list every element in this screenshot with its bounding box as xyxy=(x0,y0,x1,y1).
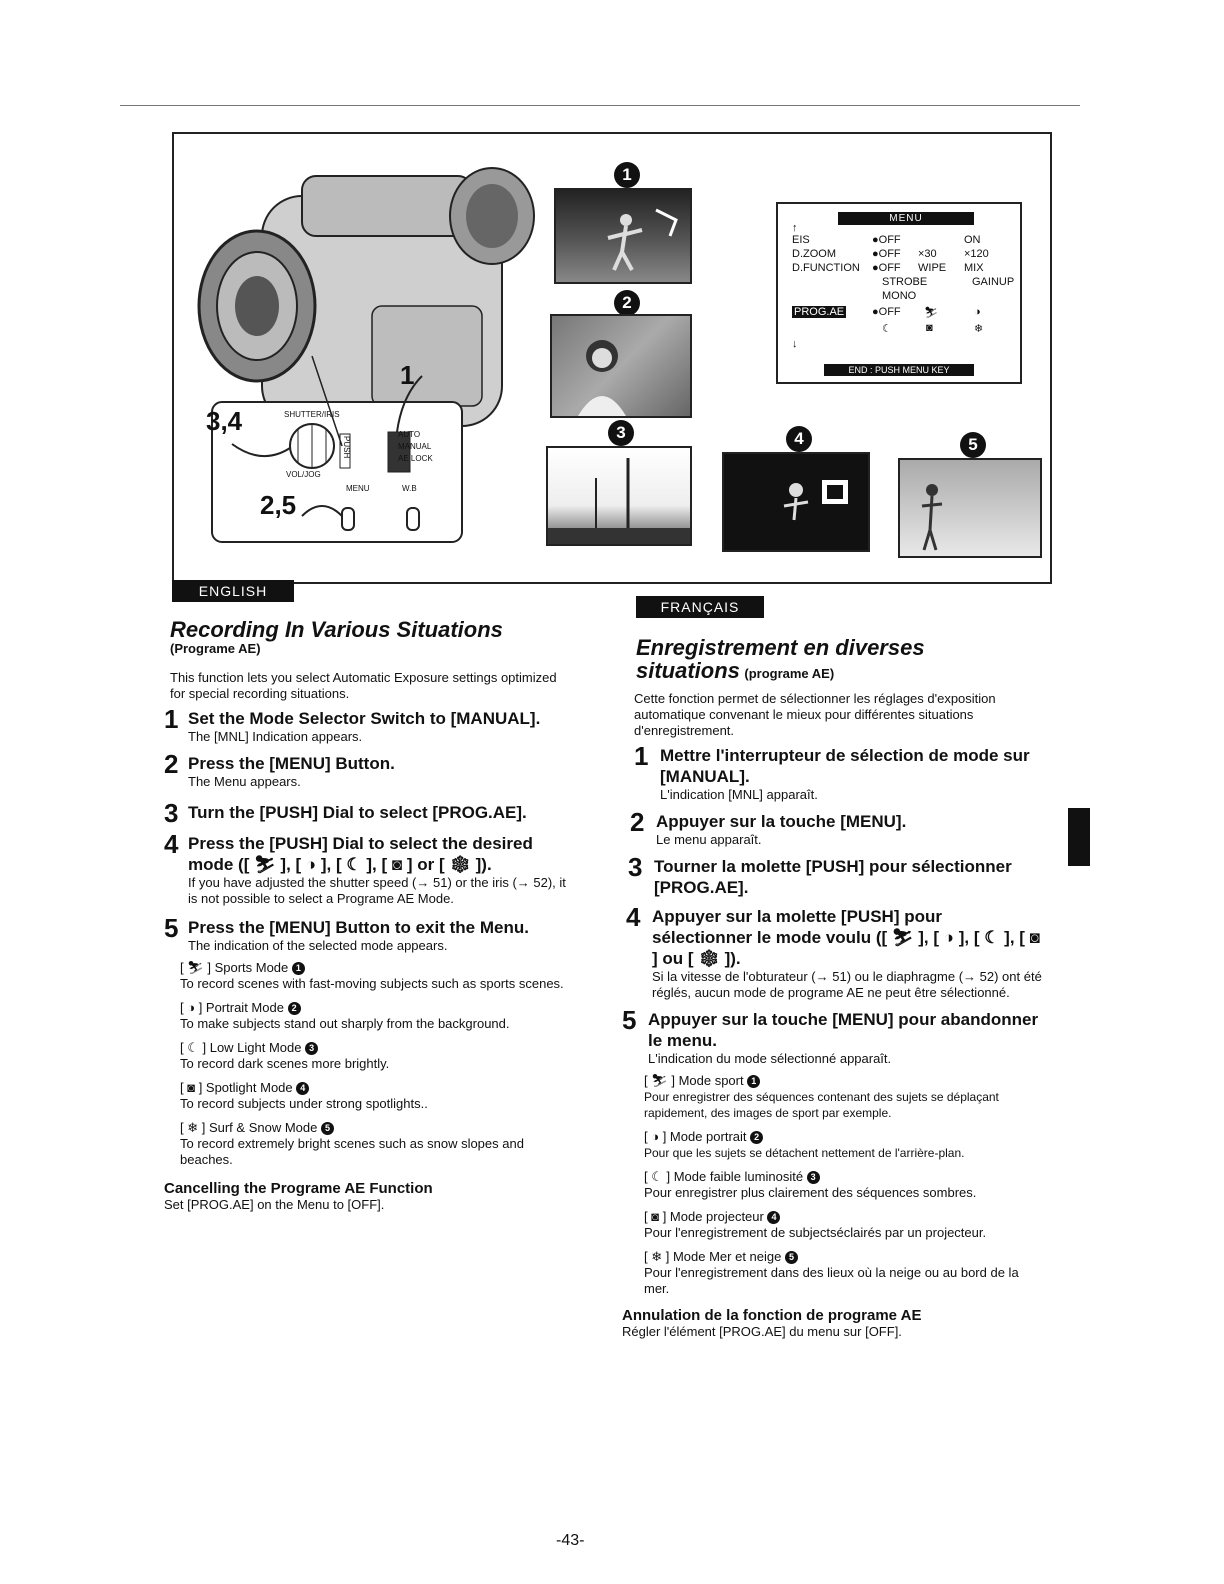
french-modes xyxy=(644,1073,1042,1297)
french-step xyxy=(622,902,1042,1001)
english-step xyxy=(164,798,574,829)
mode-desc: To record subjects under strong spotlights.. xyxy=(180,1096,428,1112)
menu-row-value: GAINUP xyxy=(972,276,1015,288)
step-desc: L'indication du mode sélectionné apparaît. xyxy=(648,1051,892,1067)
mode-badge: 2 xyxy=(288,1002,301,1015)
step-title: Turn the [PUSH] Dial to select [PROG.AE]. xyxy=(188,803,527,823)
low-light-mode-icon: ☾ xyxy=(882,323,892,335)
badge-1: 1 xyxy=(614,162,640,188)
step-title: Appuyer sur la touche [MENU] pour abandonner le menu. xyxy=(648,1010,1039,1051)
mode-desc: Pour l'enregistrement de subjectséclairés par un projecteur. xyxy=(644,1225,987,1241)
photo-spotlight-mode xyxy=(722,452,870,552)
mode-item xyxy=(644,1209,1042,1241)
english-cancel-desc: Set [PROG.AE] on the Menu to [OFF]. xyxy=(164,1197,385,1213)
menu-row-value: ●OFF xyxy=(872,262,901,274)
menu-row-prog-ae xyxy=(792,306,1022,320)
mode-item xyxy=(180,1000,574,1032)
label-wb: W.B xyxy=(402,484,417,493)
menu-arrow-down: ↓ xyxy=(792,338,798,350)
menu-row-value: ON xyxy=(964,234,981,246)
menu-row xyxy=(792,234,1022,248)
menu-screen-title: MENU xyxy=(838,212,974,225)
english-cancel-title: Cancelling the Programe AE Function xyxy=(164,1180,433,1198)
mode-badge: 5 xyxy=(785,1251,798,1264)
mode-desc: Pour enregistrer plus clairement des séquences sombres. xyxy=(644,1185,977,1201)
sports-mode-icon: ⛷ xyxy=(924,307,938,319)
menu-row-value: ●OFF xyxy=(872,248,901,260)
photo-sports-mode xyxy=(554,188,692,284)
menu-row-value: MIX xyxy=(964,262,984,274)
mode-name: [ ◙ ] Mode projecteur xyxy=(644,1209,764,1225)
step-title: Press the [MENU] Button to exit the Menu. xyxy=(188,918,529,938)
mode-item xyxy=(180,1040,574,1072)
mode-name: [ ⛷ ] Mode sport xyxy=(644,1073,744,1089)
english-tag: ENGLISH xyxy=(172,580,294,602)
mode-desc: Pour que les sujets se détachent nettement de l'arrière-plan. xyxy=(644,1146,965,1161)
french-title-line2-wrap xyxy=(636,659,1042,683)
french-title-line2: situations xyxy=(636,658,740,684)
badge-3: 3 xyxy=(608,420,634,446)
english-step xyxy=(164,913,574,954)
english-modes xyxy=(180,960,574,1168)
camcorder-illustration xyxy=(192,156,552,546)
mode-desc: Pour enregistrer des séquences contenant des sujets se déplaçant rapidement, des images de sport par exemple. xyxy=(644,1090,999,1121)
menu-arrow-up: ↑ xyxy=(792,222,798,234)
badge-4: 4 xyxy=(786,426,812,452)
french-title-line1: Enregistrement en diverses xyxy=(636,635,925,660)
step-desc: The Menu appears. xyxy=(188,774,301,790)
illustration-panel xyxy=(172,132,1052,584)
french-step xyxy=(622,741,1042,803)
mode-name: [ ☾ ] Mode faible luminosité xyxy=(644,1169,804,1185)
step-desc: The indication of the selected mode appears. xyxy=(188,938,448,954)
menu-screen xyxy=(776,202,1022,384)
step-title: Press the [PUSH] Dial to select the desired mode ([ ⛷ ], [ ◑ ], [ ☾ ], [ ◙ ] or [ ❄ ]). xyxy=(188,834,533,875)
english-step xyxy=(164,829,574,907)
french-column xyxy=(622,636,1042,1340)
mode-badge: 3 xyxy=(305,1042,318,1055)
callout-3-4: 3,4 xyxy=(206,406,243,436)
step-title: Appuyer sur la touche [MENU]. xyxy=(656,812,907,832)
menu-row-value: STROBE xyxy=(882,276,928,288)
step-number: 2 xyxy=(164,749,179,780)
mode-desc: To record extremely bright scenes such as snow slopes and beaches. xyxy=(180,1136,524,1168)
english-intro: This function lets you select Automatic Exposure settings optimized for special recording situations. xyxy=(170,670,557,702)
step-desc: L'indication [MNL] apparaît. xyxy=(660,787,818,803)
mode-name: [ ❄ ] Surf & Snow Mode xyxy=(180,1120,318,1136)
menu-row-value: ×30 xyxy=(918,248,937,260)
step-number: 2 xyxy=(630,807,645,838)
menu-row-label-highlight: PROG.AE xyxy=(794,306,845,318)
mode-name: [ ◑ ] Portrait Mode xyxy=(180,1000,284,1016)
french-step xyxy=(622,807,1042,848)
mode-name: [ ☾ ] Low Light Mode xyxy=(180,1040,302,1056)
label-ae-lock: AE LOCK xyxy=(398,454,433,463)
photo-surf-snow-mode xyxy=(898,458,1042,558)
step-desc: The [MNL] Indication appears. xyxy=(188,729,363,745)
menu-row-label: D.FUNCTION xyxy=(792,262,860,274)
mode-name: [ ◑ ] Mode portrait xyxy=(644,1129,747,1145)
photo-portrait-mode xyxy=(550,314,692,418)
spotlight-mode-icon: ◙ xyxy=(926,322,933,334)
step-number: 1 xyxy=(164,704,179,735)
step-title: Tourner la molette [PUSH] pour sélectionner [PROG.AE]. xyxy=(654,857,1012,898)
step-number: 5 xyxy=(622,1005,637,1036)
step-number: 4 xyxy=(626,902,641,933)
label-push: PUSH xyxy=(342,436,351,459)
step-desc: Si la vitesse de l'obturateur (→ 51) ou le diaphragme (→ 52) ont été réglés, aucun mode de programe AE ne peut être sélectionné. xyxy=(652,969,1042,1001)
french-step xyxy=(622,1005,1042,1067)
badge-2: 2 xyxy=(614,290,640,316)
photo-low-light-mode xyxy=(546,446,692,546)
mode-item xyxy=(180,960,574,992)
step-number: 4 xyxy=(164,829,179,860)
mode-badge: 1 xyxy=(292,962,305,975)
mode-desc: To make subjects stand out sharply from the background. xyxy=(180,1016,510,1032)
menu-row-label: D.ZOOM xyxy=(792,248,836,260)
mode-desc: To record scenes with fast-moving subjects such as sports scenes. xyxy=(180,976,564,992)
menu-row xyxy=(792,262,1022,276)
french-intro: Cette fonction permet de sélectionner les réglages d'exposition automatique convenant le mieux pour différentes situations d'enregistrement. xyxy=(634,691,996,739)
menu-row-icons xyxy=(792,322,1022,336)
menu-row-value: WIPE xyxy=(918,262,947,274)
label-auto: AUTO xyxy=(398,430,421,439)
mode-item xyxy=(644,1249,1042,1297)
mode-name: [ ❄ ] Mode Mer et neige xyxy=(644,1249,782,1265)
menu-row-value: MONO xyxy=(882,290,917,302)
mode-badge: 5 xyxy=(321,1122,334,1135)
french-cancel-desc: Régler l'élément [PROG.AE] du menu sur [OFF]. xyxy=(622,1324,902,1340)
step-title: Mettre l'interrupteur de sélection de mode sur [MANUAL]. xyxy=(660,746,1030,787)
mode-name: [ ⛷ ] Sports Mode xyxy=(180,960,289,976)
english-step xyxy=(164,749,574,790)
page-number: -43- xyxy=(556,1532,585,1549)
top-rule xyxy=(120,105,1080,106)
english-subtitle: (Programe AE) xyxy=(170,641,261,657)
menu-row xyxy=(792,290,1022,304)
callout-1: 1 xyxy=(400,360,415,390)
french-tag: FRANÇAIS xyxy=(636,596,764,618)
english-title: Recording In Various Situations xyxy=(170,617,503,642)
mode-badge: 4 xyxy=(296,1082,309,1095)
label-vol-jog: VOL/JOG xyxy=(286,470,321,479)
label-menu: MENU xyxy=(346,484,370,493)
portrait-mode-icon: ◑ xyxy=(974,306,981,318)
mode-badge: 1 xyxy=(747,1075,760,1088)
mode-item xyxy=(644,1129,1042,1161)
french-step xyxy=(622,852,1042,898)
label-shutter-iris: SHUTTER/IRIS xyxy=(284,410,340,419)
menu-end-label: END : PUSH MENU KEY xyxy=(824,364,974,376)
menu-row xyxy=(792,248,1022,262)
surf-snow-mode-icon: ❄ xyxy=(974,323,984,335)
mode-item xyxy=(644,1169,1042,1201)
step-number: 3 xyxy=(164,798,179,829)
english-column xyxy=(164,618,574,1213)
mode-desc: Pour l'enregistrement dans des lieux où la neige ou au bord de la mer. xyxy=(644,1265,1019,1297)
step-number: 1 xyxy=(634,741,649,772)
step-desc: If you have adjusted the shutter speed (→ 51) or the iris (→ 52), it is not possible to select a Programe AE Mode. xyxy=(188,875,566,907)
step-desc: Le menu apparaît. xyxy=(656,832,762,848)
step-title: Appuyer sur la molette [PUSH] pour sélectionner le mode voulu ([ ⛷ ], [ ◑ ], [ ☾ ], [ ◙ ] ou [ ❄ ]). xyxy=(652,907,1040,969)
badge-5: 5 xyxy=(960,432,986,458)
mode-item xyxy=(644,1073,1042,1121)
step-number: 5 xyxy=(164,913,179,944)
callout-2-5: 2,5 xyxy=(260,490,297,520)
menu-row-value: ●OFF xyxy=(872,306,901,318)
menu-row-value: ×120 xyxy=(964,248,989,260)
label-manual: MANUAL xyxy=(398,442,432,451)
mode-name: [ ◙ ] Spotlight Mode xyxy=(180,1080,293,1096)
section-marker-bar xyxy=(1068,808,1090,866)
menu-row-label: EIS xyxy=(792,234,810,246)
mode-badge: 2 xyxy=(750,1131,763,1144)
step-title: Set the Mode Selector Switch to [MANUAL]. xyxy=(188,709,541,729)
step-number: 3 xyxy=(628,852,643,883)
mode-desc: To record dark scenes more brightly. xyxy=(180,1056,390,1072)
menu-row xyxy=(792,276,1022,290)
menu-row-value: ●OFF xyxy=(872,234,901,246)
mode-badge: 3 xyxy=(807,1171,820,1184)
mode-badge: 4 xyxy=(767,1211,780,1224)
mode-item xyxy=(180,1080,574,1112)
french-cancel-title: Annulation de la fonction de programe AE xyxy=(622,1307,922,1325)
step-title: Press the [MENU] Button. xyxy=(188,754,395,774)
mode-item xyxy=(180,1120,574,1168)
english-step xyxy=(164,704,574,745)
french-subtitle: (programe AE) xyxy=(744,666,835,682)
